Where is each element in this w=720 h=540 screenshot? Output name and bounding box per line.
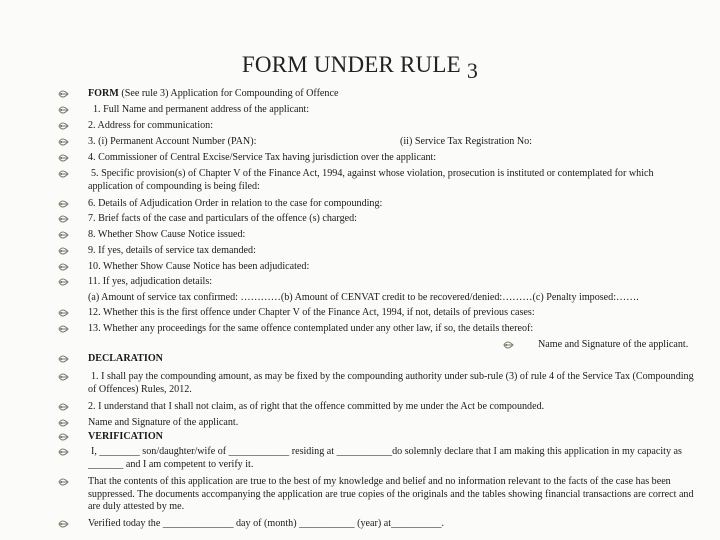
form-line	[88, 229, 700, 242]
form-line	[88, 198, 700, 211]
form-line	[88, 245, 700, 258]
fleuron-bullet-icon	[58, 230, 70, 240]
fleuron-bullet-icon	[58, 519, 70, 529]
line-text: 5. Specific provision(s) of Chapter V of the Finance Act, 1994, against whose violation, prosecution is instituted or contemplated for which application of compounding is being filed:	[88, 168, 654, 192]
line-heading: DECLARATION	[88, 353, 163, 364]
line-text: That the contents of this application are true to the best of my knowledge and belief and no information relevant to the facts of the case has been suppressed. The documents accompanying the application are true copies of the originals and the tables showing financial transactions are correct and are duly attested by me.	[88, 476, 694, 512]
line-text: Verified today the ______________ day of (month) ___________ (year) at__________.	[88, 518, 445, 529]
title-number: 3	[466, 58, 479, 83]
form-line	[88, 417, 700, 430]
fleuron-bullet-icon	[58, 137, 70, 147]
line-text: 7. Brief facts of the case and particulars of the offence (s) charged:	[88, 213, 357, 224]
fleuron-bullet-icon	[58, 477, 70, 487]
line-text: Name and Signature of the applicant.	[538, 339, 689, 350]
form-line	[538, 339, 700, 352]
form-line	[88, 261, 700, 274]
fleuron-bullet-icon	[58, 121, 70, 131]
fleuron-bullet-icon	[58, 418, 70, 428]
fleuron-bullet-icon	[503, 340, 515, 350]
line-text: 3. (i) Permanent Account Number (PAN):	[88, 136, 257, 147]
form-line	[88, 276, 700, 289]
form-line	[88, 353, 700, 366]
form-line	[88, 292, 700, 305]
line-text: 4. Commissioner of Central Excise/Service Tax having jurisdiction over the applicant:	[88, 152, 437, 163]
form-line	[88, 476, 700, 514]
fleuron-bullet-icon	[58, 169, 70, 179]
line-text: I, ________ son/daughter/wife of ____________ residing at ___________do solemnly declare that I am making this application in my capacity as _______ and I am competent to verify it.	[88, 446, 682, 470]
line-text: 9. If yes, details of service tax demanded:	[88, 245, 256, 256]
form-line	[88, 446, 700, 471]
form-line	[88, 307, 700, 320]
fleuron-bullet-icon	[58, 432, 70, 442]
form-line	[88, 518, 700, 531]
fleuron-bullet-icon	[58, 262, 70, 272]
line-text: 12. Whether this is the first offence under Chapter V of the Finance Act, 1994, if not, details of previous cases:	[88, 307, 535, 318]
page-title	[0, 52, 720, 83]
fleuron-bullet-icon	[58, 372, 70, 382]
form-line	[88, 323, 700, 336]
line-text-secondary: (ii) Service Tax Registration No:	[400, 136, 532, 147]
form-line	[88, 371, 700, 396]
line-text: 2. I understand that I shall not claim, as of right that the offence committed by me under the Act be compounded.	[88, 401, 545, 412]
line-text: Name and Signature of the applicant.	[88, 417, 239, 428]
line-text: 6. Details of Adjudication Order in relation to the case for compounding:	[88, 198, 383, 209]
form-line	[88, 152, 700, 165]
fleuron-bullet-icon	[58, 447, 70, 457]
form-line	[88, 213, 700, 226]
form-line	[88, 168, 700, 193]
form-line	[88, 136, 700, 149]
fleuron-bullet-icon	[58, 105, 70, 115]
line-text: 13. Whether any proceedings for the same offence contemplated under any other law, if so, the details thereof:	[88, 323, 534, 334]
form-line	[88, 120, 700, 133]
fleuron-bullet-icon	[58, 324, 70, 334]
line-text: 11. If yes, adjudication details:	[88, 276, 213, 287]
line-text: 1. Full Name and permanent address of the applicant:	[93, 104, 310, 115]
fleuron-bullet-icon	[58, 308, 70, 318]
form-line	[88, 431, 700, 444]
fleuron-bullet-icon	[58, 214, 70, 224]
fleuron-bullet-icon	[58, 402, 70, 412]
form-line	[88, 88, 700, 101]
fleuron-bullet-icon	[58, 277, 70, 287]
fleuron-bullet-icon	[58, 246, 70, 256]
line-heading: FORM	[88, 88, 119, 99]
form-line	[93, 104, 700, 117]
fleuron-bullet-icon	[58, 153, 70, 163]
fleuron-bullet-icon	[58, 199, 70, 209]
line-text: (a) Amount of service tax confirmed: …………(b) Amount of CENVAT credit to be recovered/denied:………(c) Penalty imposed:…….	[88, 292, 639, 303]
line-text: 1. I shall pay the compounding amount, as may be fixed by the compounding authority under sub-rule (3) of rule 4 of the Service Tax (Compounding of Offences) Rules, 2012.	[88, 371, 694, 395]
line-text: 10. Whether Show Cause Notice has been adjudicated:	[88, 261, 310, 272]
form-line	[88, 401, 700, 414]
fleuron-bullet-icon	[58, 354, 70, 364]
line-text: 2. Address for communication:	[88, 120, 214, 131]
line-text: (See rule 3) Application for Compounding of Offence	[118, 88, 339, 99]
line-heading: VERIFICATION	[88, 431, 163, 442]
fleuron-bullet-icon	[58, 89, 70, 99]
title-text: FORM UNDER RULE	[241, 52, 461, 77]
line-text: 8. Whether Show Cause Notice issued:	[88, 229, 246, 240]
